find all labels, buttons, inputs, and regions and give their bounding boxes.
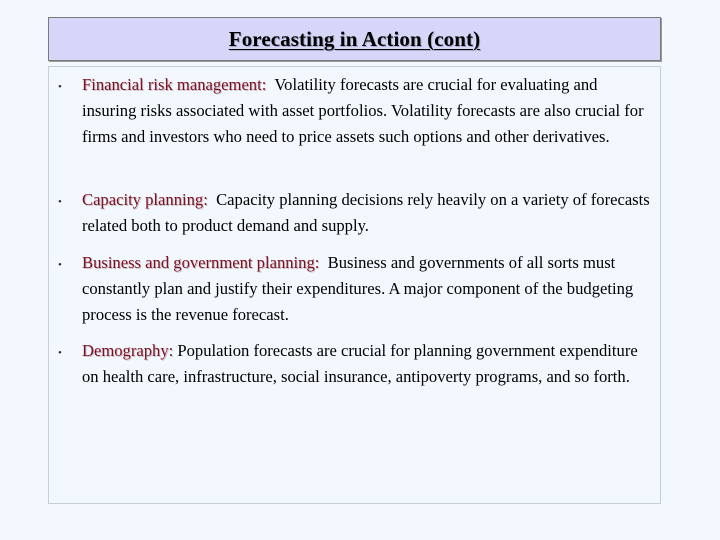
slide-content: [48, 66, 661, 504]
slide-title-box: [48, 17, 661, 61]
bullet-term: Business and government planning:: [82, 253, 320, 272]
slide-title: Forecasting in Action (cont): [228, 26, 481, 51]
bullet-body: Business and governments of all sorts must constantly plan and justify their expenditures. A major component of the budgeting process is the revenue forecast.: [82, 253, 634, 324]
bullet-text: [82, 187, 652, 239]
bullet-dot-icon: •: [58, 196, 62, 208]
bullet-term: Financial risk management:: [82, 75, 267, 94]
bullet-dot-icon: •: [58, 81, 62, 93]
bullet-body: Volatility forecasts are crucial for evaluating and insuring risks associated with asset portfolios. Volatility forecasts are also crucial for firms and investors who need to price assets such options and other derivatives.: [82, 75, 644, 146]
bullet-text: [82, 250, 652, 327]
bullet-dot-icon: •: [58, 259, 62, 271]
bullet-term: Capacity planning:: [82, 190, 208, 209]
bullet-dot-icon: •: [58, 347, 62, 359]
bullet-body: Population forecasts are crucial for planning government expenditure on health care, infrastructure, social insurance, antipoverty programs, and so forth.: [82, 341, 638, 386]
bullet-term: Demography:: [82, 341, 174, 360]
bullet-text: [82, 72, 652, 149]
bullet-text: [82, 338, 652, 390]
bullet-body: Capacity planning decisions rely heavily on a variety of forecasts related both to product demand and supply.: [82, 190, 650, 235]
